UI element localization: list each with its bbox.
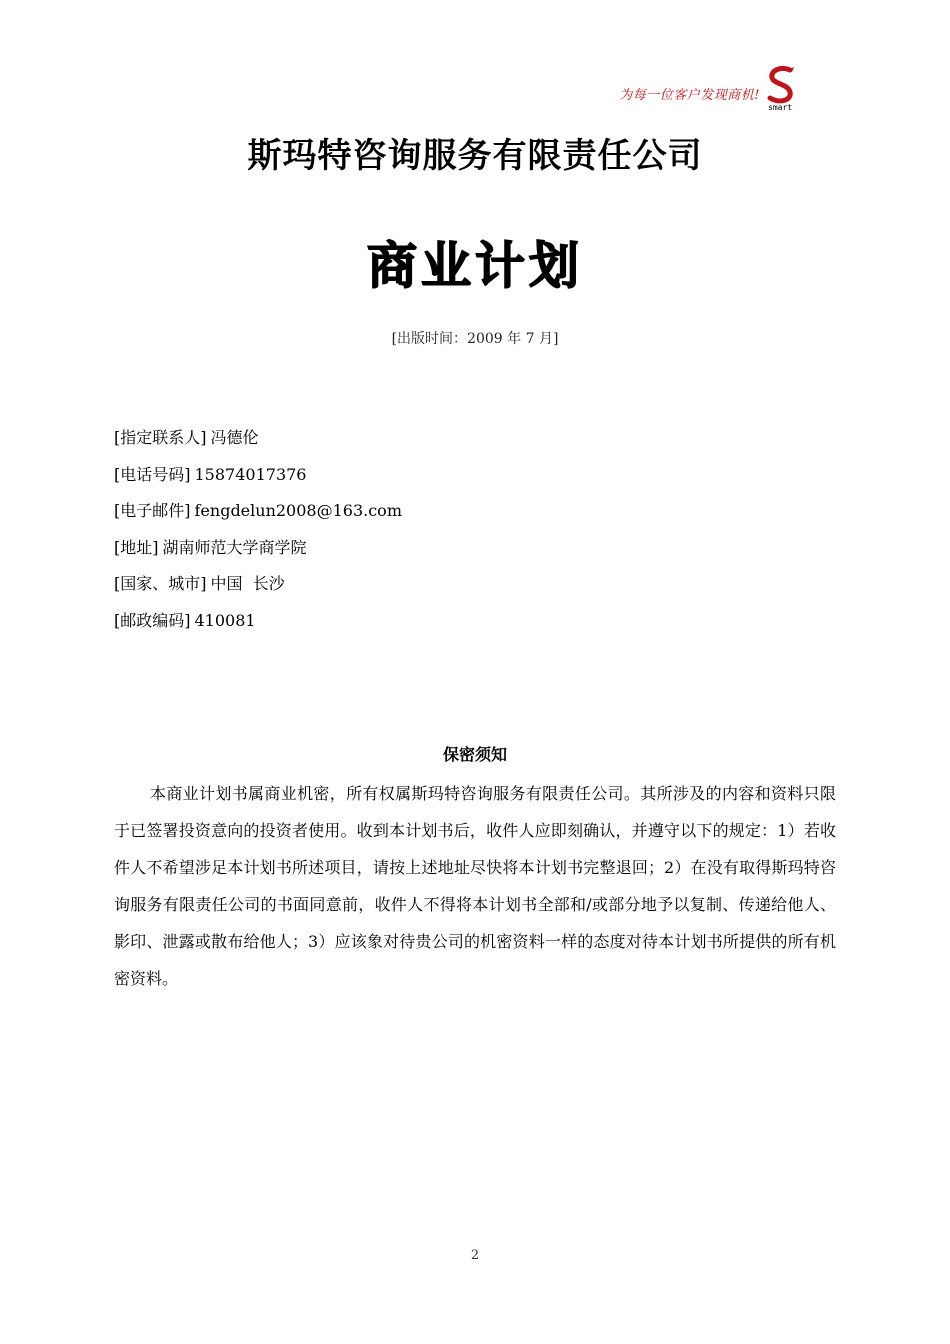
header-slogan: 为每一位客户发现商机! bbox=[619, 88, 760, 103]
contact-label: [邮政编码] bbox=[114, 610, 191, 630]
contact-label: [国家、城市] bbox=[114, 574, 207, 593]
smart-logo-icon bbox=[760, 64, 804, 112]
contact-value: 冯德伦 bbox=[210, 428, 259, 447]
contact-row-phone bbox=[114, 461, 814, 498]
document-title: 商业计划 bbox=[367, 237, 583, 295]
confidentiality-notice-title: 保密须知 bbox=[442, 745, 507, 764]
contact-block bbox=[114, 424, 814, 643]
contact-row-contact-person bbox=[114, 424, 814, 461]
contact-label: [指定联系人] bbox=[114, 428, 207, 447]
contact-label: [电话号码] bbox=[114, 464, 191, 484]
page-number: 2 bbox=[470, 1248, 480, 1263]
contact-value: 15874017376 bbox=[194, 464, 307, 484]
contact-label: [地址] bbox=[114, 537, 159, 557]
contact-row-address bbox=[114, 534, 814, 571]
contact-value: 湖南师范大学商学院 bbox=[162, 537, 307, 557]
publication-date: [出版时间：2009 年 7 月] bbox=[391, 331, 559, 347]
contact-value: 410081 bbox=[194, 610, 256, 630]
contact-value: 中国 长沙 bbox=[210, 574, 285, 593]
contact-row-postal-code bbox=[114, 607, 814, 644]
contact-row-country-city bbox=[114, 570, 814, 607]
contact-value: fengdelun2008@163.com bbox=[194, 501, 402, 520]
contact-row-email bbox=[114, 497, 814, 534]
company-title: 斯玛特咨询服务有限责任公司 bbox=[247, 136, 703, 176]
confidentiality-notice-body: 本商业计划书属商业机密，所有权属斯玛特咨询服务有限责任公司。其所涉及的内容和资料只限于已签署投资意向的投资者使用。收到本计划书后，收件人应即刻确认，并遵守以下的规定：1）若收件人不希望涉足本计划书所述项目，请按上述地址尽快将本计划书完整退回；2）在没有取得斯玛特咨询服务有限责任公司的书面同意前，收件人不得将本计划书全部和/或部分地予以复制、传递给他人、影印、泄露或散布给他人；3）应该象对待贵公司的机密资料一样的态度对待本计划书所提供的所有机密资料。 bbox=[114, 784, 836, 988]
contact-label: [电子邮件] bbox=[114, 501, 191, 520]
logo-text: smart bbox=[768, 103, 793, 112]
